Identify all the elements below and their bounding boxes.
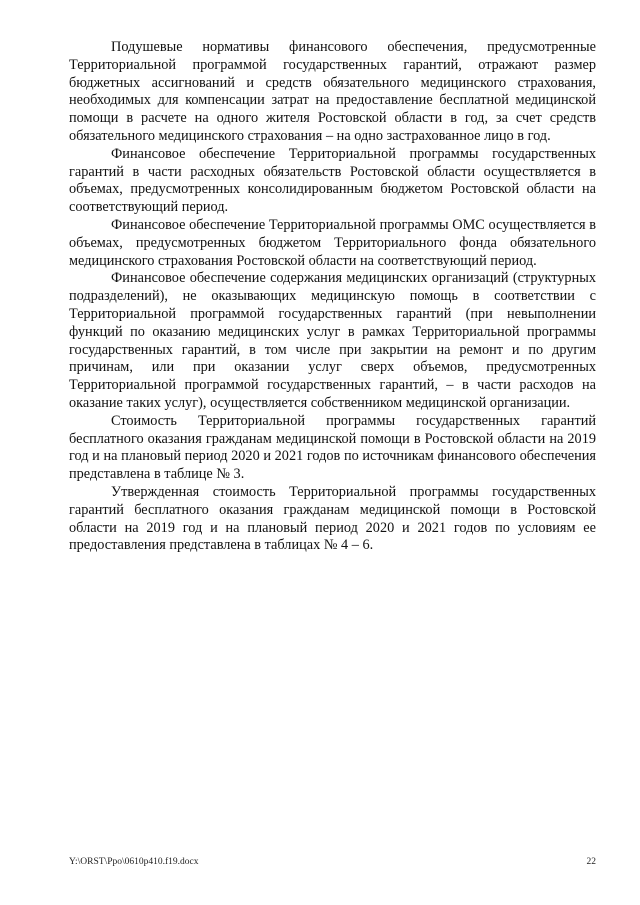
paragraph-per-capita-standards: Подушевые нормативы финансового обеспечения, предусмотренные Территориальной программой государственных гарантий, отражают размер бюджетных ассигнований и средств обязательного медицинского страхования, необходимых для компенсации затрат на предоставление бесплатной медицинской помощи в расчете на одного жителя Ростовской области в год, за счет средств обязательного медицинского страхования – на одно застрахованное лицо в год. <box>69 39 596 144</box>
paragraph-program-cost-sources: Стоимость Территориальной программы государственных гарантий бесплатного оказания гражданам медицинской помощи в Ростовской области на 2019 год и на плановый период 2020 и 2021 годов по источникам финансового обеспечения представлена в таблице № 3. <box>69 412 596 483</box>
footer-page-number: 22 <box>586 857 596 867</box>
footer-file-path: Y:\ORST\Ppo\0610p410.f19.docx <box>69 857 199 867</box>
document-body <box>69 39 596 555</box>
paragraph-regional-budget-funding: Финансовое обеспечение Территориальной программы государственных гарантий в части расходных обязательств Ростовской области осуществляется в объемах, предусмотренных консолидированным бюджетом Ростовской области на соответствующий период. <box>69 145 596 216</box>
page-footer <box>69 857 596 867</box>
paragraph-organization-maintenance: Финансовое обеспечение содержания медицинских организаций (структурных подразделений), не оказывающих медицинскую помощь в соответствии с Территориальной программой государственных гарантий (при невыполнении функций по оказанию медицинских услуг в рамках Территориальной программы государственных гарантий, в том числе при закрытии на ремонт и по другим причинам, или при оказании услуг сверх объемов, предусмотренных Территориальной программой государственных гарантий, – в части расходов на оказание таких услуг), осуществляется собственником медицинской организации. <box>69 270 596 411</box>
paragraph-approved-program-cost: Утвержденная стоимость Территориальной программы государственных гарантий бесплатного оказания гражданам медицинской помощи в Ростовской области на 2019 год и на плановый период 2020 и 2021 годов по условиям ее предоставления представлена в таблицах № 4 – 6. <box>69 483 596 554</box>
paragraph-oms-program-funding: Финансовое обеспечение Территориальной программы ОМС осуществляется в объемах, предусмотренных бюджетом Территориального фонда обязательного медицинского страхования Ростовской области на соответствующий период. <box>69 216 596 269</box>
